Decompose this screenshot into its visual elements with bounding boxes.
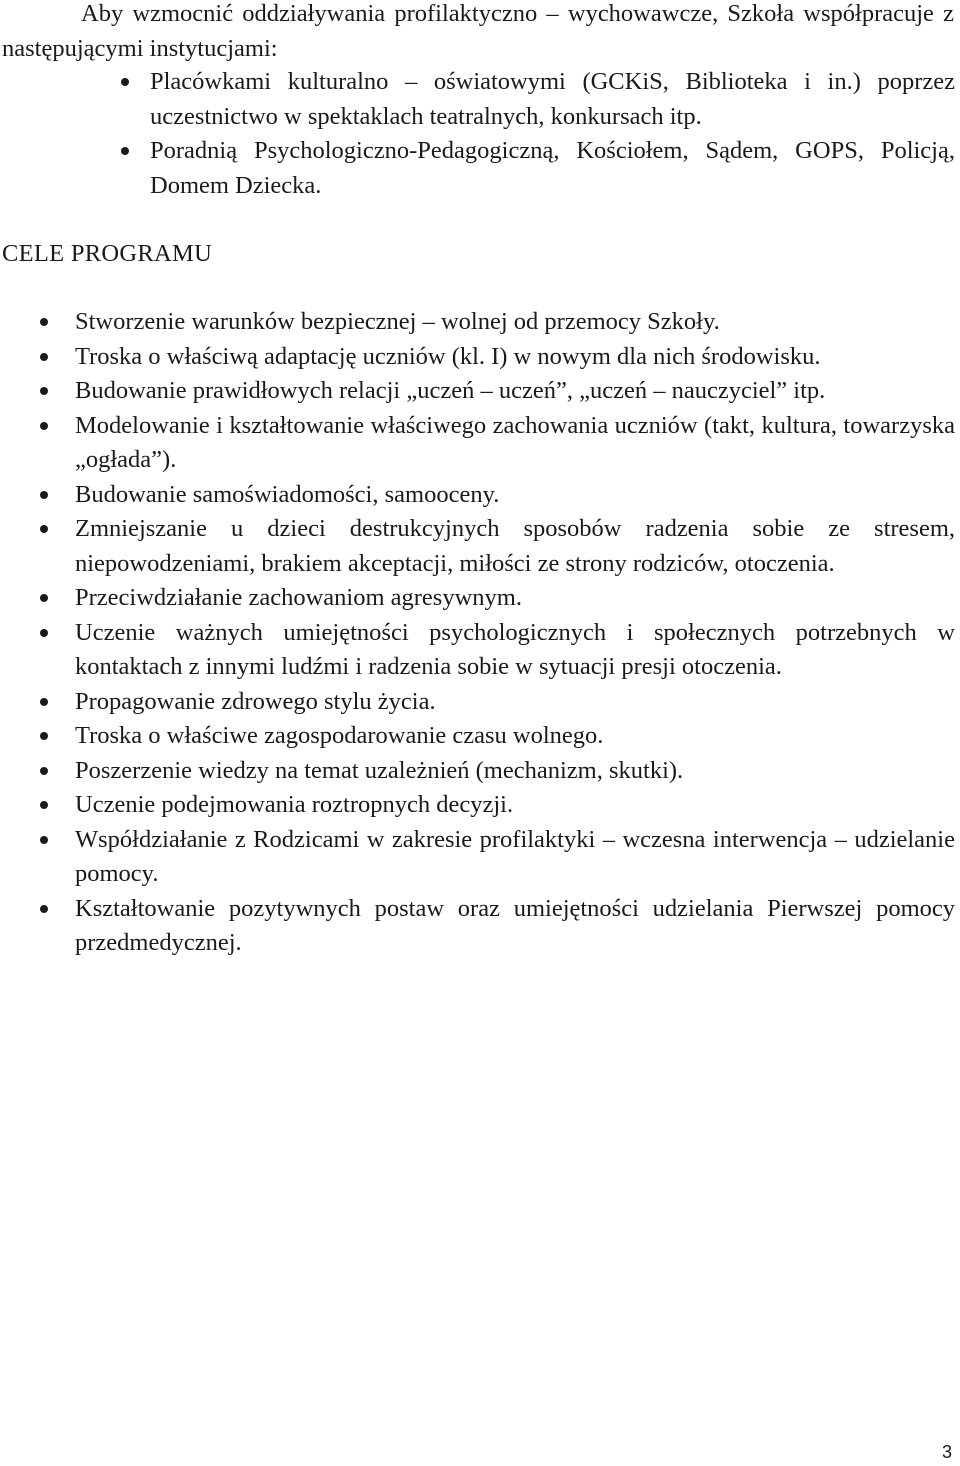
list-item bbox=[0, 788, 955, 823]
bullet-icon bbox=[121, 147, 129, 155]
bullet-icon bbox=[40, 491, 48, 499]
list-item-text: Przeciwdziałanie zachowaniom agresywnym. bbox=[75, 584, 522, 611]
list-item-text: Troska o właściwe zagospodarowanie czasu wolnego. bbox=[75, 722, 604, 749]
list-item-text: Poszerzenie wiedzy na temat uzależnień (mechanizm, skutki). bbox=[75, 756, 684, 784]
list-item-text: Kształtowanie pozytywnych postaw oraz umiejętności udzielania Pierwszej pomocy przedmedycznej. bbox=[75, 894, 955, 956]
list-item-text: Budowanie samoświadomości, samooceny. bbox=[75, 480, 500, 508]
bullet-icon bbox=[40, 318, 48, 326]
list-item bbox=[0, 374, 955, 409]
list-item-text: Propagowanie zdrowego stylu życia. bbox=[75, 687, 436, 715]
bullet-icon bbox=[40, 732, 48, 740]
list-item bbox=[0, 616, 955, 685]
bullet-icon bbox=[40, 525, 48, 533]
bullet-icon bbox=[40, 422, 48, 430]
list-item bbox=[0, 823, 955, 892]
bullet-icon bbox=[40, 594, 48, 602]
bullet-icon bbox=[121, 78, 129, 86]
list-item bbox=[0, 512, 955, 581]
list-item-text: Poradnią Psychologiczno-Pedagogiczną, Kościołem, Sądem, GOPS, Policją, Domem Dziecka. bbox=[150, 137, 955, 199]
bullet-icon bbox=[40, 905, 48, 913]
bullet-icon bbox=[40, 836, 48, 844]
list-item-text: Stworzenie warunków bezpiecznej – wolnej od przemocy Szkoły. bbox=[75, 308, 720, 335]
list-item-text: Budowanie prawidłowych relacji „uczeń – uczeń”, „uczeń – nauczyciel” itp. bbox=[75, 377, 826, 404]
bullet-icon bbox=[40, 353, 48, 361]
section-title: CELE PROGRAMU bbox=[2, 240, 213, 267]
list-item bbox=[0, 305, 955, 340]
bullet-icon bbox=[40, 698, 48, 706]
list-item bbox=[0, 892, 955, 961]
page-number: 3 bbox=[941, 1442, 952, 1462]
bullet-icon bbox=[40, 767, 48, 775]
list-item bbox=[0, 65, 955, 134]
institutions-list bbox=[0, 65, 955, 203]
list-item bbox=[0, 719, 955, 754]
goals-list bbox=[0, 305, 955, 961]
list-item-text: Współdziałanie z Rodzicami w zakresie profilaktyki – wczesna interwencja – udzielanie pomocy. bbox=[75, 825, 955, 887]
list-item-text: Modelowanie i kształtowanie właściwego zachowania uczniów (takt, kultura, towarzyska „ogłada”). bbox=[75, 411, 955, 473]
list-item bbox=[0, 581, 955, 616]
bullet-icon bbox=[40, 387, 48, 395]
list-item bbox=[0, 754, 955, 789]
list-item-text: Uczenie podejmowania roztropnych decyzji. bbox=[75, 791, 514, 818]
list-item bbox=[0, 478, 955, 513]
list-item bbox=[0, 685, 955, 720]
list-item-text: Troska o właściwą adaptację uczniów (kl. I) w nowym dla nich środowisku. bbox=[75, 342, 821, 370]
list-item bbox=[0, 134, 955, 203]
list-item bbox=[0, 340, 955, 375]
list-item-text: Uczenie ważnych umiejętności psychologicznych i społecznych potrzebnych w kontaktach z innymi ludźmi i radzenia sobie w sytuacji presji otoczenia. bbox=[75, 618, 955, 680]
bullet-icon bbox=[40, 801, 48, 809]
intro-paragraph: Aby wzmocnić oddziaływania profilaktyczno – wychowawcze, Szkoła współpracuje z następującymi instytucjami: bbox=[2, 0, 954, 62]
list-item-text: Zmniejszanie u dzieci destrukcyjnych sposobów radzenia sobie ze stresem, niepowodzeniami, brakiem akceptacji, miłości ze strony rodziców, otoczenia. bbox=[75, 515, 955, 577]
list-item-text: Placówkami kulturalno – oświatowymi (GCKiS, Biblioteka i in.) poprzez uczestnictwo w spektaklach teatralnych, konkursach itp. bbox=[150, 68, 955, 130]
list-item bbox=[0, 409, 955, 478]
bullet-icon bbox=[40, 629, 48, 637]
